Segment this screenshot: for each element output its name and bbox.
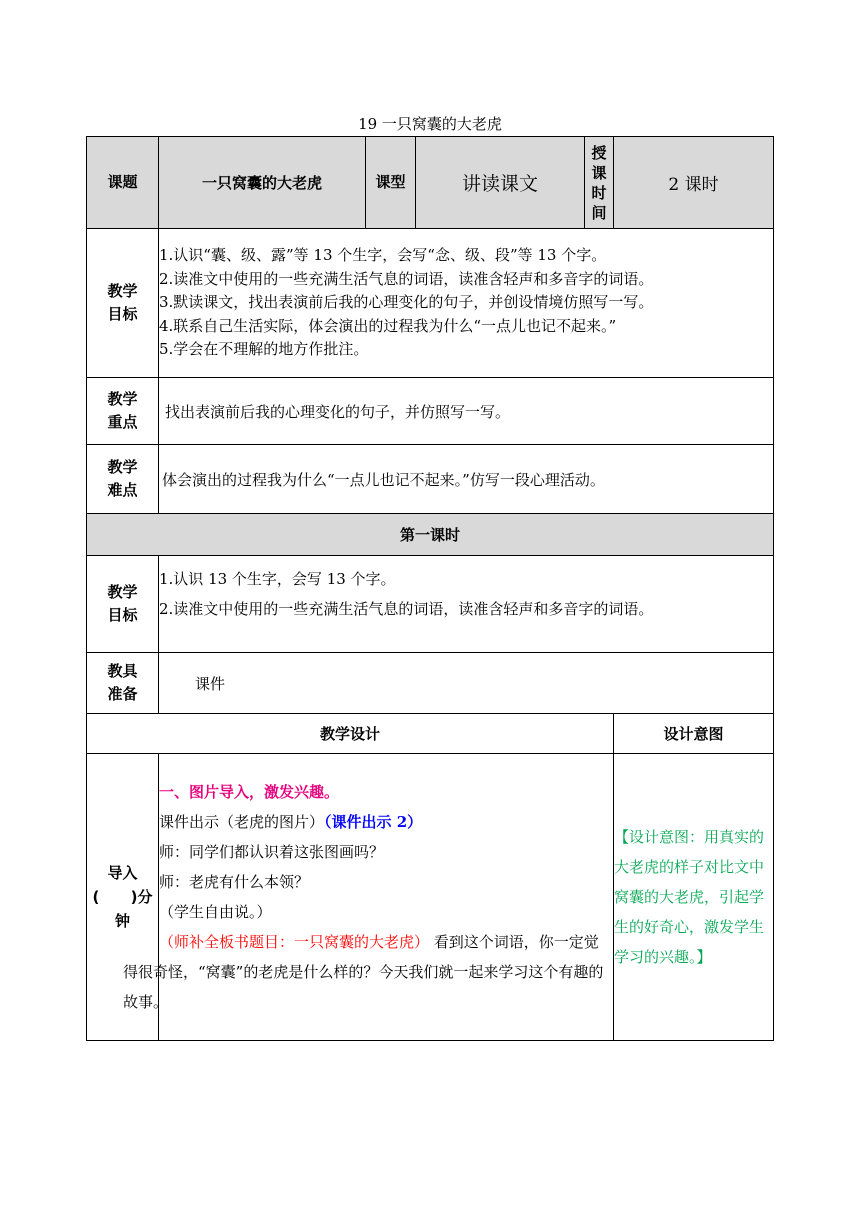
design-line [159, 807, 613, 837]
tools-label [87, 653, 159, 714]
topic-label: 课题 [87, 137, 159, 229]
tools-value: 课件 [159, 653, 774, 714]
courseware-note: （课件出示 2） [324, 813, 423, 831]
difficulties-row [87, 445, 774, 514]
label-line: 导入 [107, 864, 138, 882]
hours-value: 2 课时 [614, 137, 774, 229]
intro-row [87, 754, 774, 1041]
lesson1-heading-row [87, 514, 774, 556]
lesson1-heading: 第一课时 [87, 514, 774, 556]
key-points-row [87, 378, 774, 445]
difficulties-text: 体会演出的过程我为什么“一点儿也记不起来。”仿写一段心理活动。 [159, 445, 774, 514]
label-line: 教学 [107, 390, 138, 408]
objective-item: 1.认识“囊、级、露”等 13 个生字，会写“念、级、段”等 13 个字。 [159, 246, 607, 265]
tools-row [87, 653, 774, 714]
design-header: 教学设计 [87, 714, 614, 754]
label-line: 目标 [107, 606, 138, 624]
hours-label-char: 授 [591, 143, 607, 162]
label-line: 教学 [107, 458, 138, 476]
objectives-label [87, 229, 159, 378]
objective-item: 1.认识 13 个生字，会写 13 个字。 [159, 570, 396, 588]
hours-label-char: 课 [591, 163, 607, 182]
lesson1-objectives-list [159, 556, 774, 653]
hours-label-char: 间 [591, 203, 607, 222]
difficulties-label [87, 445, 159, 514]
label-line: 难点 [107, 481, 138, 499]
design-line: 师：老虎有什么本领？ [159, 873, 310, 891]
lesson1-objectives-label [87, 556, 159, 653]
key-points-label [87, 378, 159, 445]
objective-item: 4.联系自己生活实际，体会演出的过程我为什么“一点儿也记不起来。” [159, 316, 617, 335]
header-row [87, 137, 774, 229]
objectives-row [87, 229, 774, 378]
design-line: 师：同学们都认识着这张图画吗？ [159, 843, 385, 861]
objective-item: 2.读准文中使用的一些充满生活气息的词语，读准含轻声和多音字的词语。 [159, 269, 654, 288]
label-line: ( )分 [92, 888, 153, 906]
design-text: 课件出示（老虎的图片） [159, 813, 325, 831]
lesson1-objectives-row [87, 556, 774, 653]
topic-value: 一只窝囊的大老虎 [159, 137, 366, 229]
lesson-plan-table [86, 136, 774, 1041]
intro-design [123, 754, 614, 1041]
label-line: 重点 [107, 413, 138, 431]
design-text: 看到这个词语，你一定觉得很奇怪，“窝囊”的老虎是什么样的？今天我们就一起来学习这个有趣的故事。 [123, 933, 604, 1011]
label-line: 教具 [107, 662, 138, 680]
objectives-list [159, 229, 774, 378]
type-value: 讲读课文 [416, 137, 585, 229]
objective-item: 5.学会在不理解的地方作批注。 [159, 340, 369, 359]
objective-item: 3.默读课文，找出表演前后我的心理变化的句子，并创设情境仿照写一写。 [159, 293, 654, 312]
objective-item: 2.读准文中使用的一些充满生活气息的词语，读准含轻声和多音字的词语。 [159, 600, 654, 618]
document-title: 19 一只窝囊的大老虎 [358, 115, 502, 133]
key-points-text: 找出表演前后我的心理变化的句子，并仿照写一写。 [159, 378, 774, 445]
label-line: 教学 [107, 282, 138, 300]
label-line: 目标 [107, 305, 138, 323]
label-line: 准备 [107, 685, 138, 703]
type-label: 课型 [366, 137, 416, 229]
design-intent: 【设计意图：用真实的大老虎的样子对比文中窝囊的大老虎，引起学生的好奇心，激发学生学习的兴趣。】 [614, 754, 774, 1041]
design-paragraph [123, 927, 613, 1017]
label-line: 教学 [107, 583, 138, 601]
intent-header: 设计意图 [614, 714, 774, 754]
label-line: 钟 [114, 912, 130, 930]
board-note: （师补全板书题目：一只窝囊的大老虎） [159, 933, 430, 951]
design-line: （学生自由说。） [159, 903, 272, 921]
step-title: 一、图片导入，激发兴趣。 [159, 783, 340, 801]
design-header-row [87, 714, 774, 754]
hours-label-char: 时 [591, 183, 607, 202]
hours-label [585, 137, 614, 229]
